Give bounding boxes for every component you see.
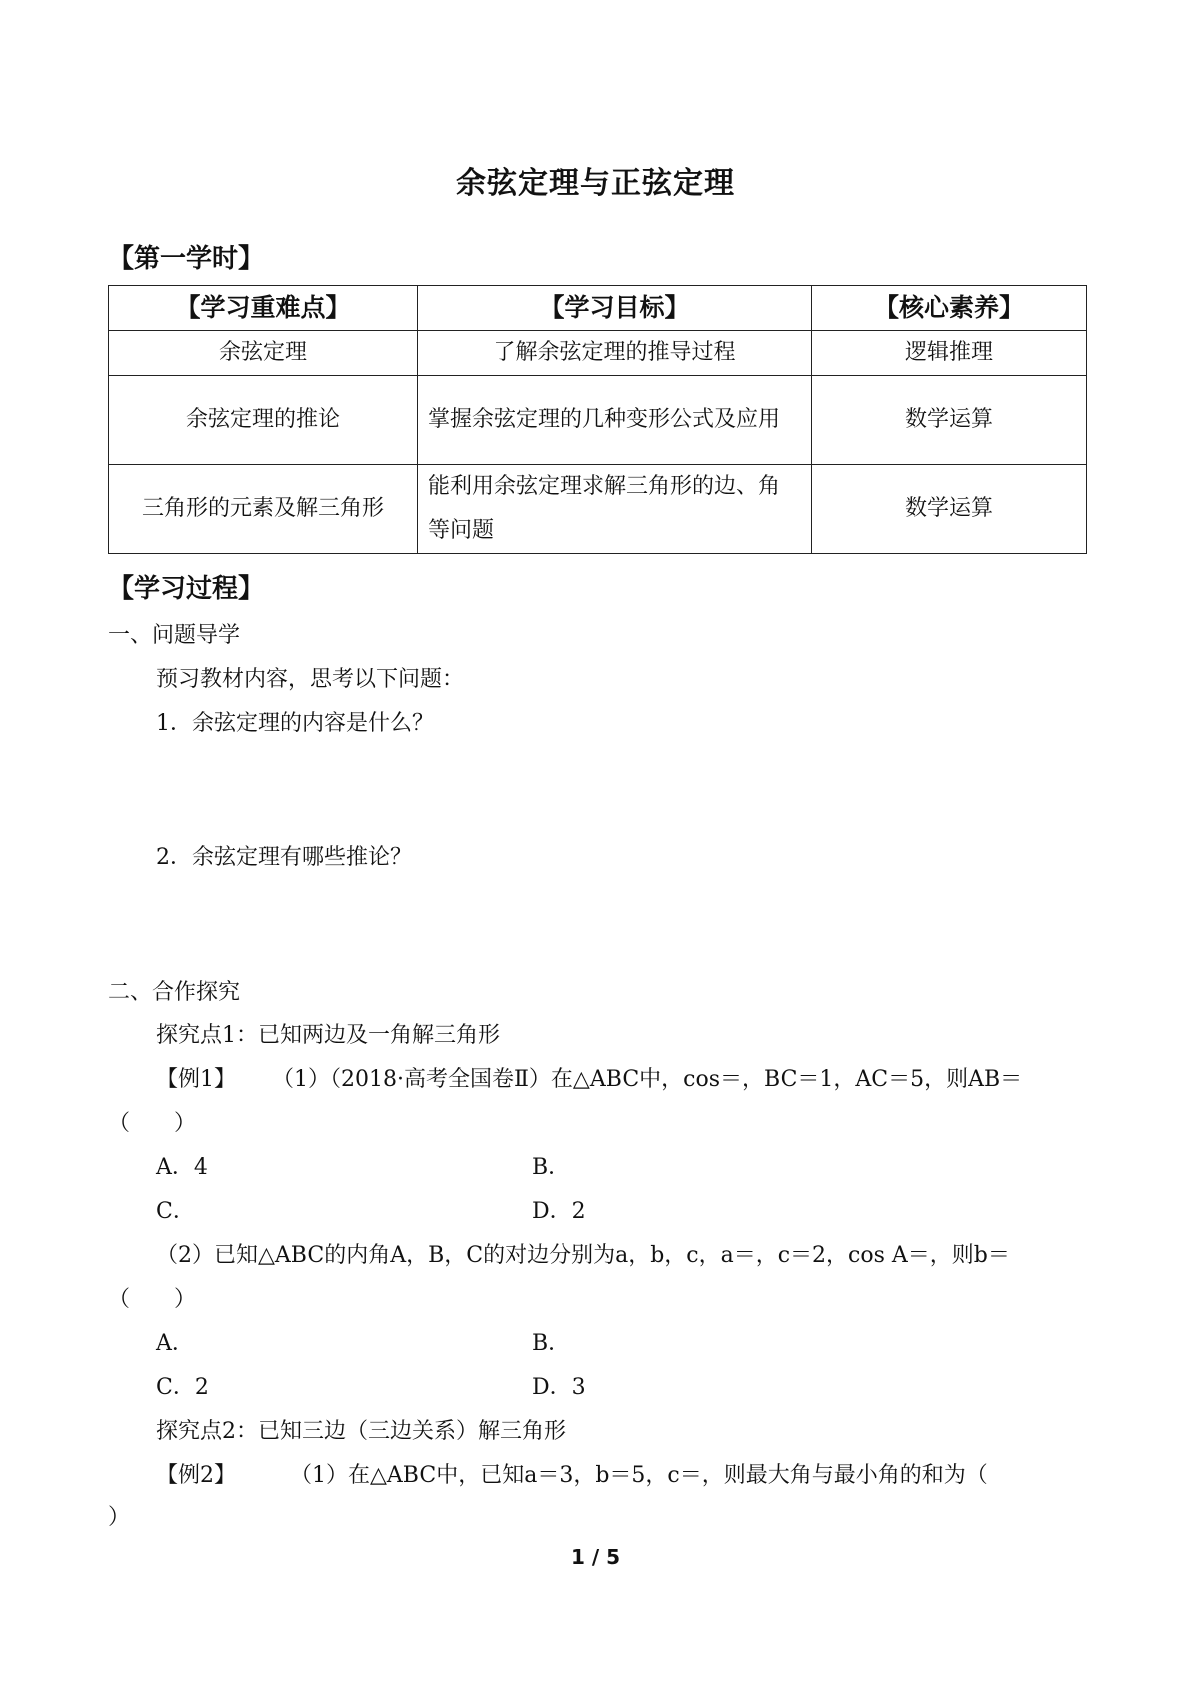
table-header: 【学习重难点】 (109, 286, 418, 331)
question-1: 1．余弦定理的内容是什么？ (156, 711, 434, 736)
option-b: B． (532, 1331, 571, 1356)
part1-intro: 预习教材内容，思考以下问题： (156, 667, 465, 692)
table-cell: 能利用余弦定理求解三角形的边、角等问题 (418, 465, 812, 554)
option-a: A． (156, 1331, 194, 1356)
page-indicator: 1 / 5 (570, 1545, 621, 1569)
table-cell: 三角形的元素及解三角形 (109, 465, 418, 554)
option-c: C． (156, 1199, 195, 1224)
example-1-label: 【例1】 (156, 1067, 236, 1092)
process-heading: 【学习过程】 (108, 574, 265, 604)
table-cell: 数学运算 (812, 465, 1087, 554)
table-header: 【学习目标】 (418, 286, 812, 331)
table-cell: 逻辑推理 (812, 331, 1087, 376)
table-header-row (109, 286, 1087, 331)
answer-paren-close: ） (108, 1505, 131, 1530)
answer-paren: （ ） (108, 1287, 197, 1312)
option-c: C．2 (156, 1375, 209, 1400)
document-title: 余弦定理与正弦定理 (456, 166, 735, 201)
part1-heading: 一、问题导学 (108, 623, 241, 648)
example-2-question-1: （1）在△ABC中，已知a＝3，b＝5，c＝，则最大角与最小角的和为（ (290, 1463, 988, 1488)
question-2: 2．余弦定理有哪些推论？ (156, 845, 412, 870)
answer-paren: （ ） (108, 1111, 197, 1136)
session-heading: 【第一学时】 (108, 244, 265, 274)
table-row (109, 376, 1087, 465)
table-cell: 数学运算 (812, 376, 1087, 465)
option-d: D．2 (532, 1199, 586, 1224)
table-row (109, 331, 1087, 376)
explore-point-2: 探究点2：已知三边（三边关系）解三角形 (156, 1419, 566, 1444)
table-cell: 掌握余弦定理的几种变形公式及应用 (418, 376, 812, 465)
option-a: A．4 (156, 1155, 208, 1180)
table-cell: 了解余弦定理的推导过程 (418, 331, 812, 376)
table-cell: 余弦定理的推论 (109, 376, 418, 465)
table-header: 【核心素养】 (812, 286, 1087, 331)
example-2-label: 【例2】 (156, 1463, 236, 1488)
explore-point-1: 探究点1：已知两边及一角解三角形 (156, 1023, 500, 1048)
objectives-table (108, 285, 1087, 554)
table-row (109, 465, 1087, 554)
table-cell: 余弦定理 (109, 331, 418, 376)
part2-heading: 二、合作探究 (108, 980, 241, 1005)
example-1-question-2: （2）已知△ABC的内角A，B，C的对边分别为a，b，c，a＝，c＝2，cos A＝，则b＝ (156, 1243, 1010, 1268)
example-1-question-1: （1）（2018·高考全国卷Ⅱ）在△ABC中，cos＝，BC＝1，AC＝5，则AB＝ (272, 1067, 1023, 1092)
option-b: B． (532, 1155, 571, 1180)
option-d: D．3 (532, 1375, 586, 1400)
